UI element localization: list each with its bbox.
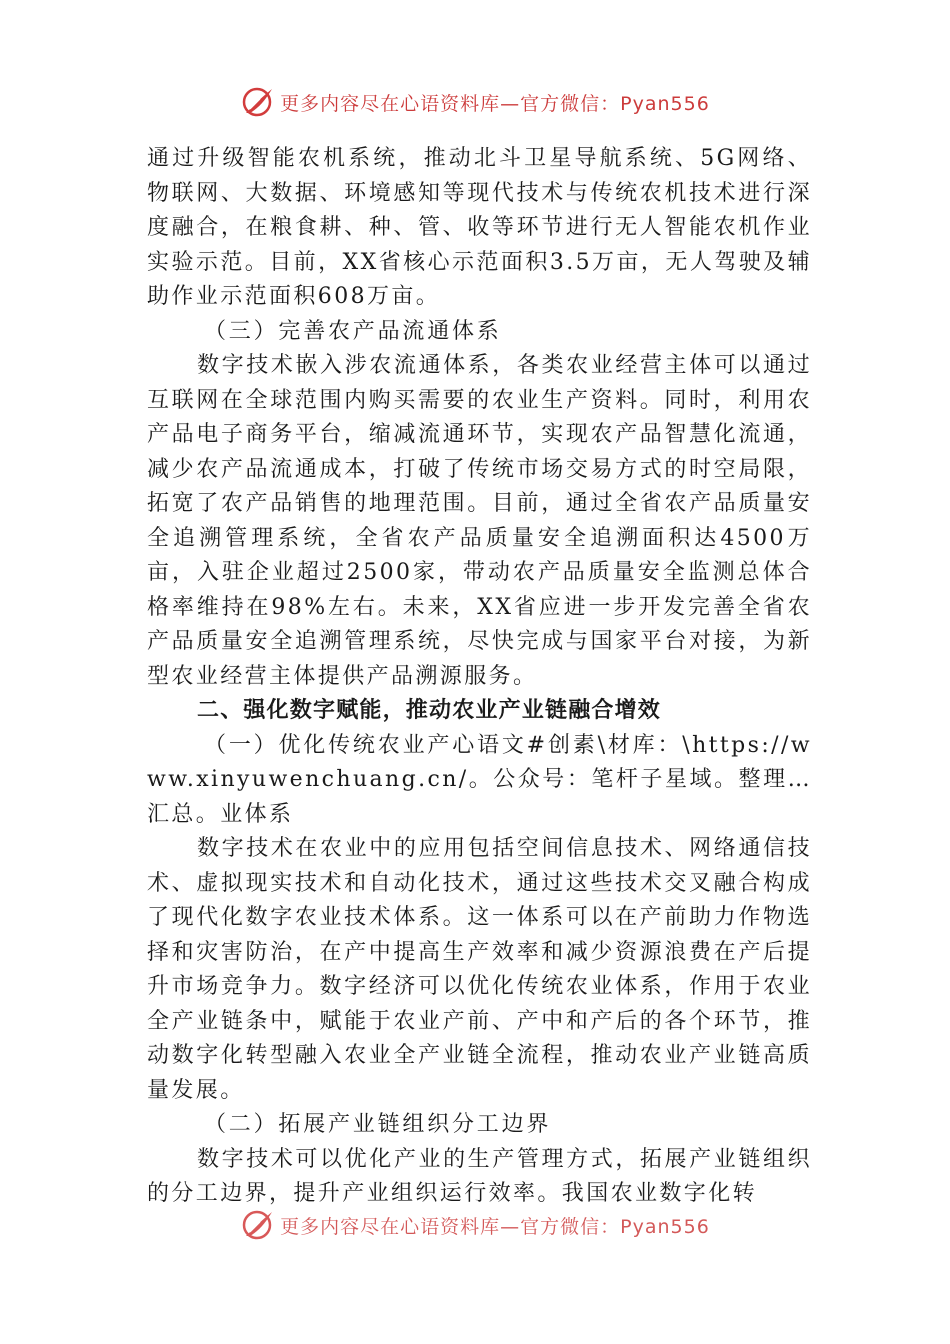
footer-watermark bbox=[0, 1205, 950, 1245]
watermark-text: 更多内容尽在心语资料库—官方微信：Pyan556 bbox=[280, 1215, 710, 1238]
document-body bbox=[147, 142, 812, 1212]
header-watermark bbox=[0, 82, 950, 122]
paragraph-optimize-traditional: （一）优化传统农业产心语文#创素\材库：\https://www.xinyuwenchuang.cn/。公众号：笔杆子星域。整理…汇总。业体系 bbox=[147, 732, 812, 827]
paragraph-production-management: 数字技术可以优化产业的生产管理方式，拓展产业链组织的分工边界，提升产业组织运行效率。我国农业数字化转 bbox=[147, 1146, 812, 1206]
watermark-text: 更多内容尽在心语资料库—官方微信：Pyan556 bbox=[280, 92, 710, 115]
paragraph-distribution: 数字技术嵌入涉农流通体系，各类农业经营主体可以通过互联网在全球范围内购买需要的农业生产资料。同时，利用农产品电子商务平台，缩减流通环节，实现农产品智慧化流通，减少农产品流通成本，打破了传统市场交易方式的时空局限，拓宽了农产品销售的地理范围。目前，通过全省农产品质量安全追溯管理系统，全省农产品质量安全追溯面积达4500万亩，入驻企业超过2500家，带动农产品质量安全监测总体合格率维持在98%左右。未来，XX省应进一步开发完善全省农产品质量安全追溯管理系统，尽快完成与国家平台对接，为新型农业经营主体提供产品溯源服务。 bbox=[147, 353, 812, 689]
quill-logo-icon bbox=[240, 85, 276, 119]
paragraph-nav-system: 通过升级智能农机系统，推动北斗卫星导航系统、5G网络、物联网、大数据、环境感知等现代技术与传统农机技术进行深度融合，在粮食耕、种、管、收等环节进行无人智能农机作业实验示范。目前，XX省核心示范面积3.5万亩，无人驾驶及辅助作业示范面积608万亩。 bbox=[147, 146, 812, 309]
quill-logo-icon bbox=[240, 1208, 276, 1242]
heading-distribution-system: （三）完善农产品流通体系 bbox=[204, 318, 502, 344]
paragraph-digital-tech-system: 数字技术在农业中的应用包括空间信息技术、网络通信技术、虚拟现实技术和自动化技术，通过这些技术交叉融合构成了现代化数字农业技术体系。这一体系可以在产前助力作物选择和灾害防治，在产中提高生产效率和减少资源浪费在产后提升市场竞争力。数字经济可以优化传统农业体系，作用于农业全产业链条中，赋能于农业产前、产中和产后的各个环节，推动数字化转型融入农业全产业链全流程，推动农业产业链高质量发展。 bbox=[147, 836, 812, 1103]
heading-digital-empowerment: 二、强化数字赋能，推动农业产业链融合增效 bbox=[197, 698, 662, 723]
heading-industry-chain-boundary: （二）拓展产业链组织分工边界 bbox=[204, 1112, 552, 1137]
